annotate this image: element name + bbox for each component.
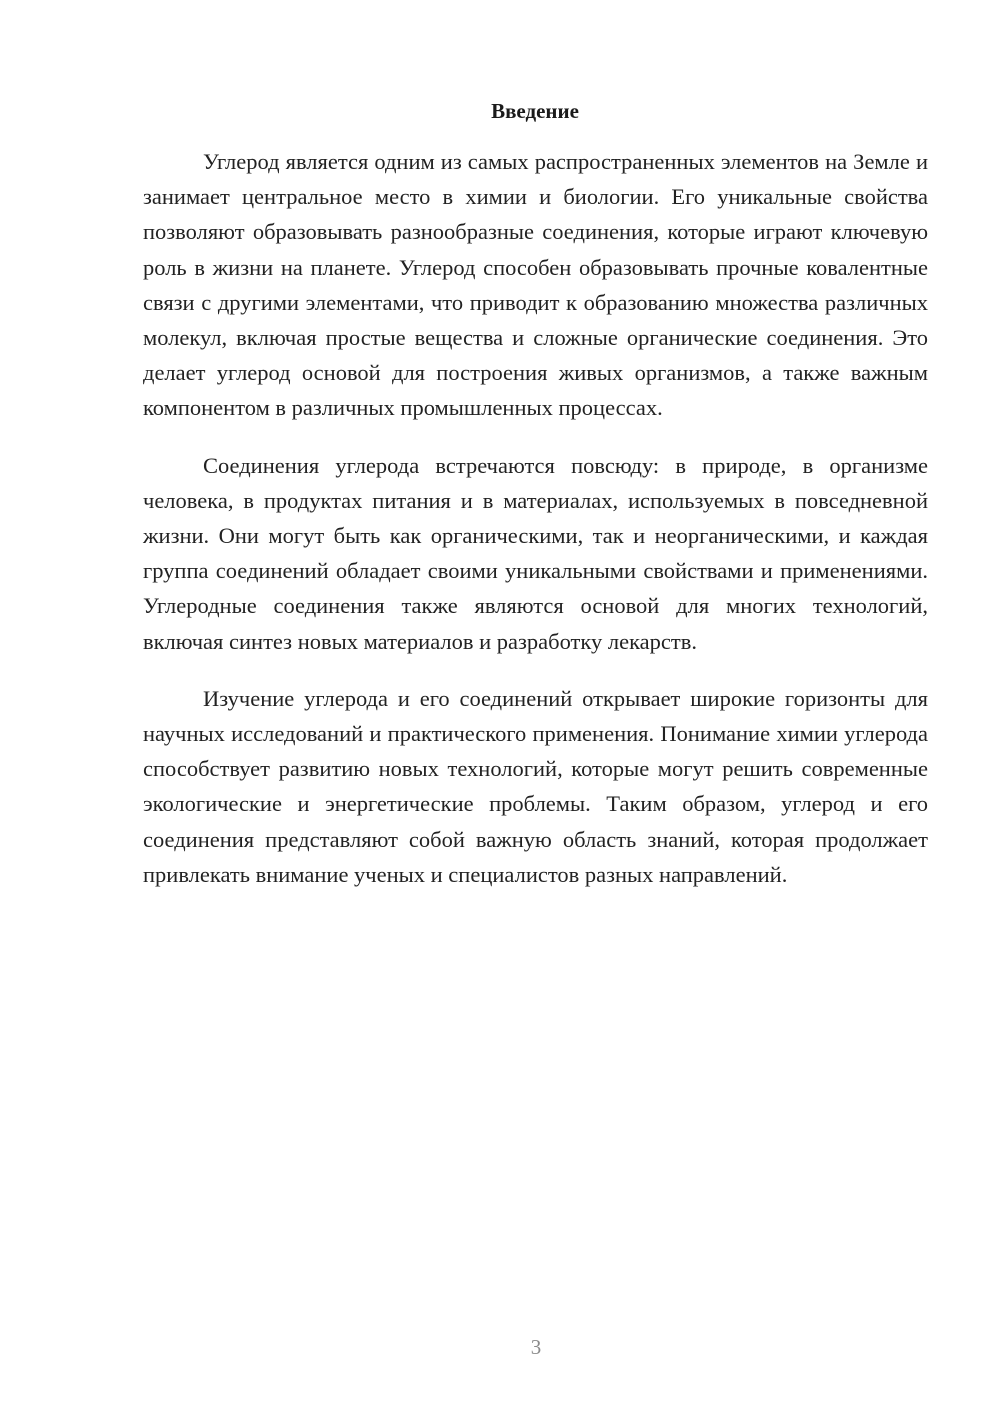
paragraph-2: Соединения углерода встречаются повсюду: в природе, в организме человека, в продуктах питания и в материалах, используемых в повседневной жизни. Они могут быть как органическими, так и неорганическими, и каждая группа соединений обладает своими уникальными свойствами и применениями. Углеродные соединения также являются основой для многих технологий, включая синтез новых материалов и разработку лекарств.: [143, 452, 928, 654]
paragraph-3: Изучение углерода и его соединений открывает широкие горизонты для научных исследований и практического применения. Понимание химии углерода способствует развитию новых технологий, которые могут решить современные экологические и энергетические проблемы. Таким образом, углерод и его соединения представляют собой важную область знаний, которая продолжает привлекать внимание ученых и специалистов разных направлений.: [143, 685, 928, 887]
section-heading: Введение: [491, 99, 579, 123]
paragraph-1: Углерод является одним из самых распространенных элементов на Земле и занимает центральное место в химии и биологии. Его уникальные свойства позволяют образовывать разнообразные соединения, которые играют ключевую роль в жизни на планете. Углерод способен образовывать прочные ковалентные связи с другими элементами, что приводит к образованию множества различных молекул, включая простые вещества и сложные органические соединения. Это делает углерод основой для построения живых организмов, а также важным компонентом в различных промышленных процессах.: [143, 149, 928, 421]
page-number: 3: [530, 1335, 542, 1359]
body-text: [143, 144, 928, 914]
